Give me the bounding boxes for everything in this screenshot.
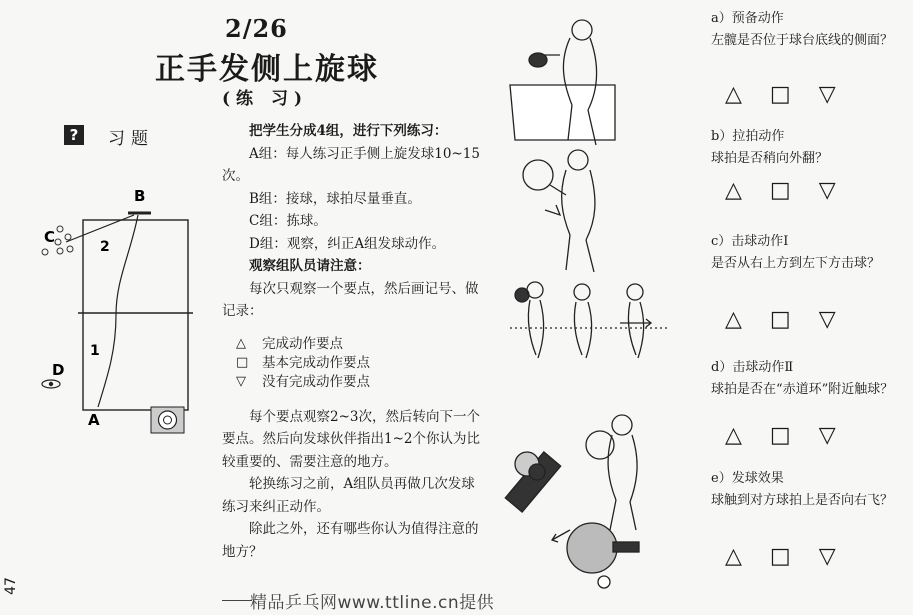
page-number: 2/26 <box>225 14 288 43</box>
checklist <box>683 8 898 586</box>
checklist-head: c）击球动作Ⅰ <box>711 234 789 249</box>
checklist-question: 是否从右上方到左下方击球？ <box>711 256 881 271</box>
page-subtitle: (练 习) <box>222 89 309 109</box>
checklist-item-a <box>683 8 898 126</box>
checklist-item-b <box>683 126 898 231</box>
court-diagram <box>38 185 198 445</box>
checklist-question: 球触到对方球拍上是否向右飞？ <box>711 493 894 508</box>
footer-credit: 精品乒乓网www.ttline.cn提供 <box>250 593 495 613</box>
player-figure-sequence <box>510 282 670 358</box>
square-icon[interactable]: □ <box>769 544 791 569</box>
checklist-question: 球拍是否在“赤道环”附近触球？ <box>711 382 894 397</box>
square-icon[interactable]: □ <box>769 307 791 332</box>
para-1: 每个要点观察2~3次，然后转向下一个要点。然后向发球伙伴指出1~2个你认为比较重要的、需要注意的地方。 <box>222 408 480 470</box>
checklist-question: 左髋是否位于球台底线的侧面？ <box>711 33 894 48</box>
label-b: B <box>134 187 146 205</box>
group-c-text: C组：拣球。 <box>249 213 327 229</box>
ball-icon <box>151 407 184 433</box>
triangle-icon: △ <box>236 335 246 351</box>
rating-shapes[interactable] <box>725 425 836 447</box>
square-icon[interactable]: □ <box>769 423 791 448</box>
inverted-triangle-icon[interactable]: ▽ <box>818 544 836 569</box>
legend-row-complete: △ 完成动作要点 <box>222 335 482 354</box>
inverted-triangle-icon[interactable]: ▽ <box>818 423 836 448</box>
label-1: 1 <box>90 343 100 359</box>
checklist-item-d <box>683 357 898 468</box>
triangle-icon[interactable]: △ <box>725 544 742 569</box>
side-page-number: 47 <box>2 577 19 595</box>
legend-row-partial: □ 基本完成动作要点 <box>222 354 482 373</box>
player-figure-contact <box>586 415 637 530</box>
illustration-column <box>500 10 680 600</box>
label-2: 2 <box>100 239 110 255</box>
square-icon[interactable]: □ <box>769 82 791 107</box>
question-icon: ? <box>64 125 84 145</box>
checklist-head: a）预备动作 <box>711 11 784 26</box>
rating-shapes[interactable] <box>725 180 836 202</box>
checklist-head: e）发球效果 <box>711 471 784 486</box>
triangle-icon[interactable]: △ <box>725 307 742 332</box>
inverted-triangle-icon[interactable]: ▽ <box>818 82 836 107</box>
player-figure-ready <box>510 20 615 145</box>
eye-icon <box>42 380 60 388</box>
table-outline <box>83 220 188 410</box>
rating-shapes[interactable] <box>725 309 836 331</box>
observer-text: 每次只观察一个要点，然后画记号、做记录： <box>222 280 479 319</box>
checklist-item-e <box>683 468 898 586</box>
racket-ball-diagram <box>505 452 639 588</box>
label-a: A <box>88 411 100 429</box>
legend-row-incomplete: ▽ 没有完成动作要点 <box>222 373 482 392</box>
para-3: 除此之外，还有哪些你认为值得注意的地方？ <box>222 521 479 560</box>
inverted-triangle-icon[interactable]: ▽ <box>818 307 836 332</box>
rating-shapes[interactable] <box>725 546 836 568</box>
checklist-head: d）击球动作Ⅱ <box>711 360 794 375</box>
triangle-icon[interactable]: △ <box>725 423 742 448</box>
label-c: C <box>44 228 56 246</box>
inverted-triangle-icon: ▽ <box>236 373 246 389</box>
player-figure-backswing <box>523 150 595 272</box>
exercise-label: 习题 <box>108 129 154 149</box>
checklist-item-c <box>683 231 898 357</box>
square-icon[interactable]: □ <box>769 178 791 203</box>
instructions <box>222 120 482 563</box>
group-a-text: A组：每人练习正手侧上旋发球10~15次。 <box>222 145 480 184</box>
legend <box>222 335 482 392</box>
label-d: D <box>52 361 65 379</box>
rating-shapes[interactable] <box>725 84 836 106</box>
para-2: 轮换练习之前，A组队员再做几次发球练习来纠正动作。 <box>222 476 475 515</box>
triangle-icon[interactable]: △ <box>725 82 742 107</box>
intro-text: 把学生分成4组，进行下列练习： <box>249 123 448 139</box>
checklist-question: 球拍是否稍向外翻？ <box>711 151 829 166</box>
triangle-icon[interactable]: △ <box>725 178 742 203</box>
inverted-triangle-icon[interactable]: ▽ <box>818 178 836 203</box>
checklist-head: b）拉拍动作 <box>711 129 785 144</box>
page-title: 正手发侧上旋球 <box>155 52 379 87</box>
group-b-text: B组：接球，球拍尽量垂直。 <box>249 190 421 207</box>
group-d-text: D组：观察，纠正A组发球动作。 <box>249 235 446 252</box>
footer-rule <box>222 600 252 601</box>
observer-heading: 观察组队员请注意： <box>249 258 371 274</box>
pickup-line <box>66 215 134 242</box>
square-icon: □ <box>236 354 249 370</box>
